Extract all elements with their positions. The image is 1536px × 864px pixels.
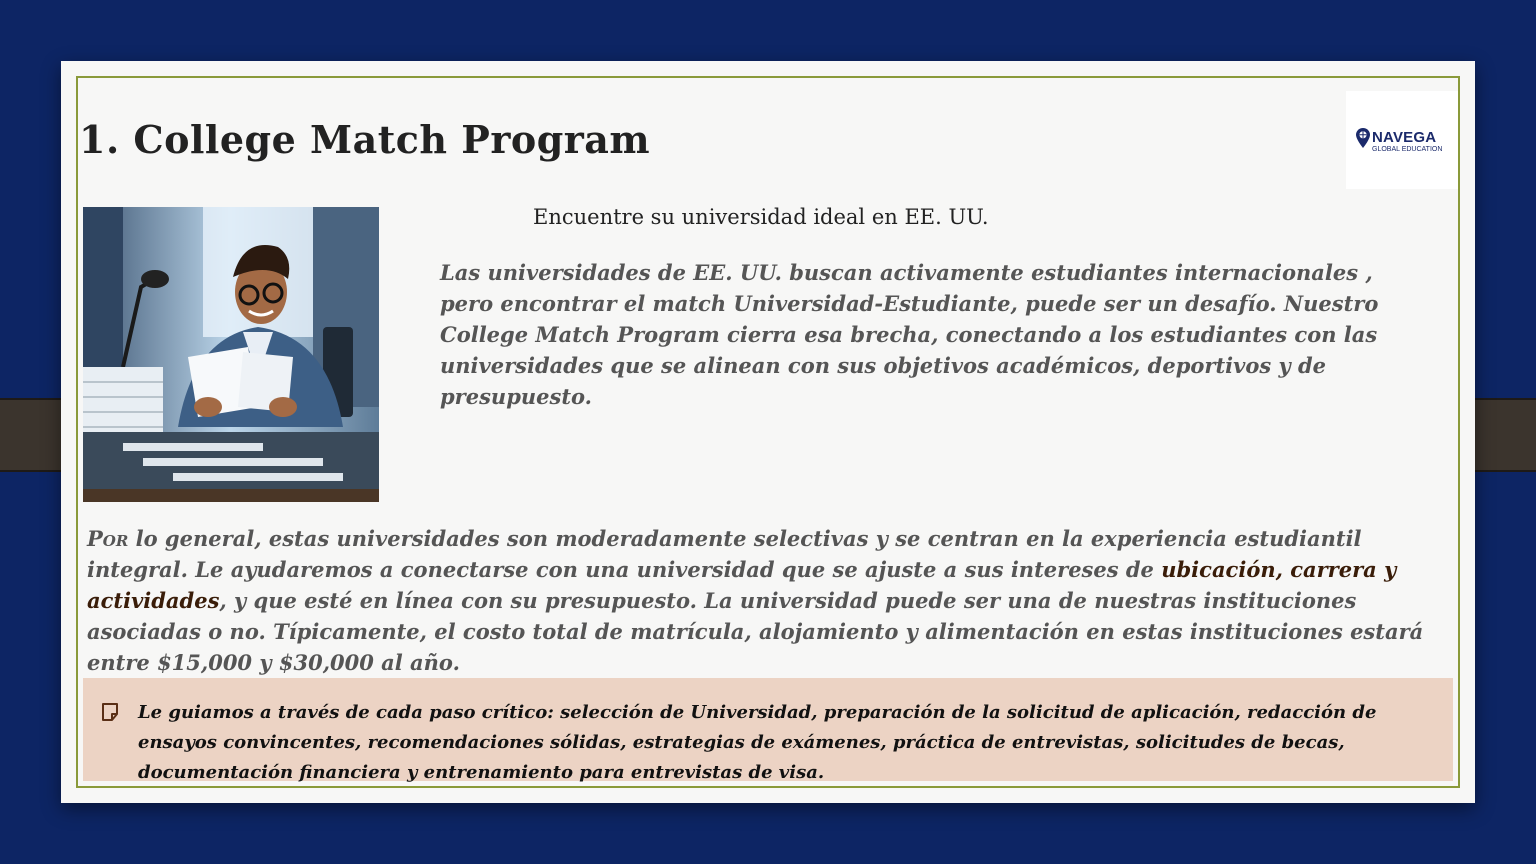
- details-paragraph: [87, 523, 1432, 678]
- logo-brand: NAVEGA: [1372, 129, 1437, 146]
- intro-paragraph: Las universidades de EE. UU. buscan activamente estudiantes internacionales , pero encontrar el match Universidad-Estudiante, puede ser un desafío. Nuestro College Match Program cierra esa brecha, conectando a los estudiantes con las universidades que se alinean con sus objetivos académicos, deportivos y de presupuesto.: [440, 260, 1379, 409]
- details-text-after: , y que esté en línea con su presupuesto. La universidad puede ser una de nuestras instituciones asociadas o no. Típicamente, el costo total de matrícula, alojamiento y alimentación en estas instituciones estará entre $15,000 y $30,000 al año.: [87, 588, 1424, 675]
- callout-text: Le guiamos a través de cada paso crítico: selección de Universidad, preparación de la solicitud de aplicación, redacción de ensayos convincentes, recomendaciones sólidas, estrategias de exámenes, práctica de entrevistas, solicitudes de becas, documentación financiera y entrenamiento para entrevistas de visa.: [138, 702, 1377, 783]
- logo-tagline: GLOBAL EDUCATION: [1372, 145, 1443, 153]
- slide-title: 1. College Match Program: [79, 117, 651, 162]
- callout-box: [83, 678, 1453, 781]
- subtitle: Encuentre su universidad ideal en EE. UU.: [533, 205, 989, 229]
- details-text-before: lo general, estas universidades son moderadamente selectivas y se centran en la experiencia estudiantil integral. Le ayudaremos a conectarse con una universidad que se ajuste a sus intereses de: [87, 526, 1362, 582]
- dropcap: Por: [87, 526, 129, 551]
- student-photo: [83, 207, 379, 502]
- details-emphasis: ubicación, carrera y actividades: [87, 557, 1397, 613]
- note-icon: [101, 702, 119, 722]
- navega-logo: [1346, 91, 1458, 189]
- map-pin-icon: [1356, 128, 1370, 148]
- slide: [61, 61, 1475, 803]
